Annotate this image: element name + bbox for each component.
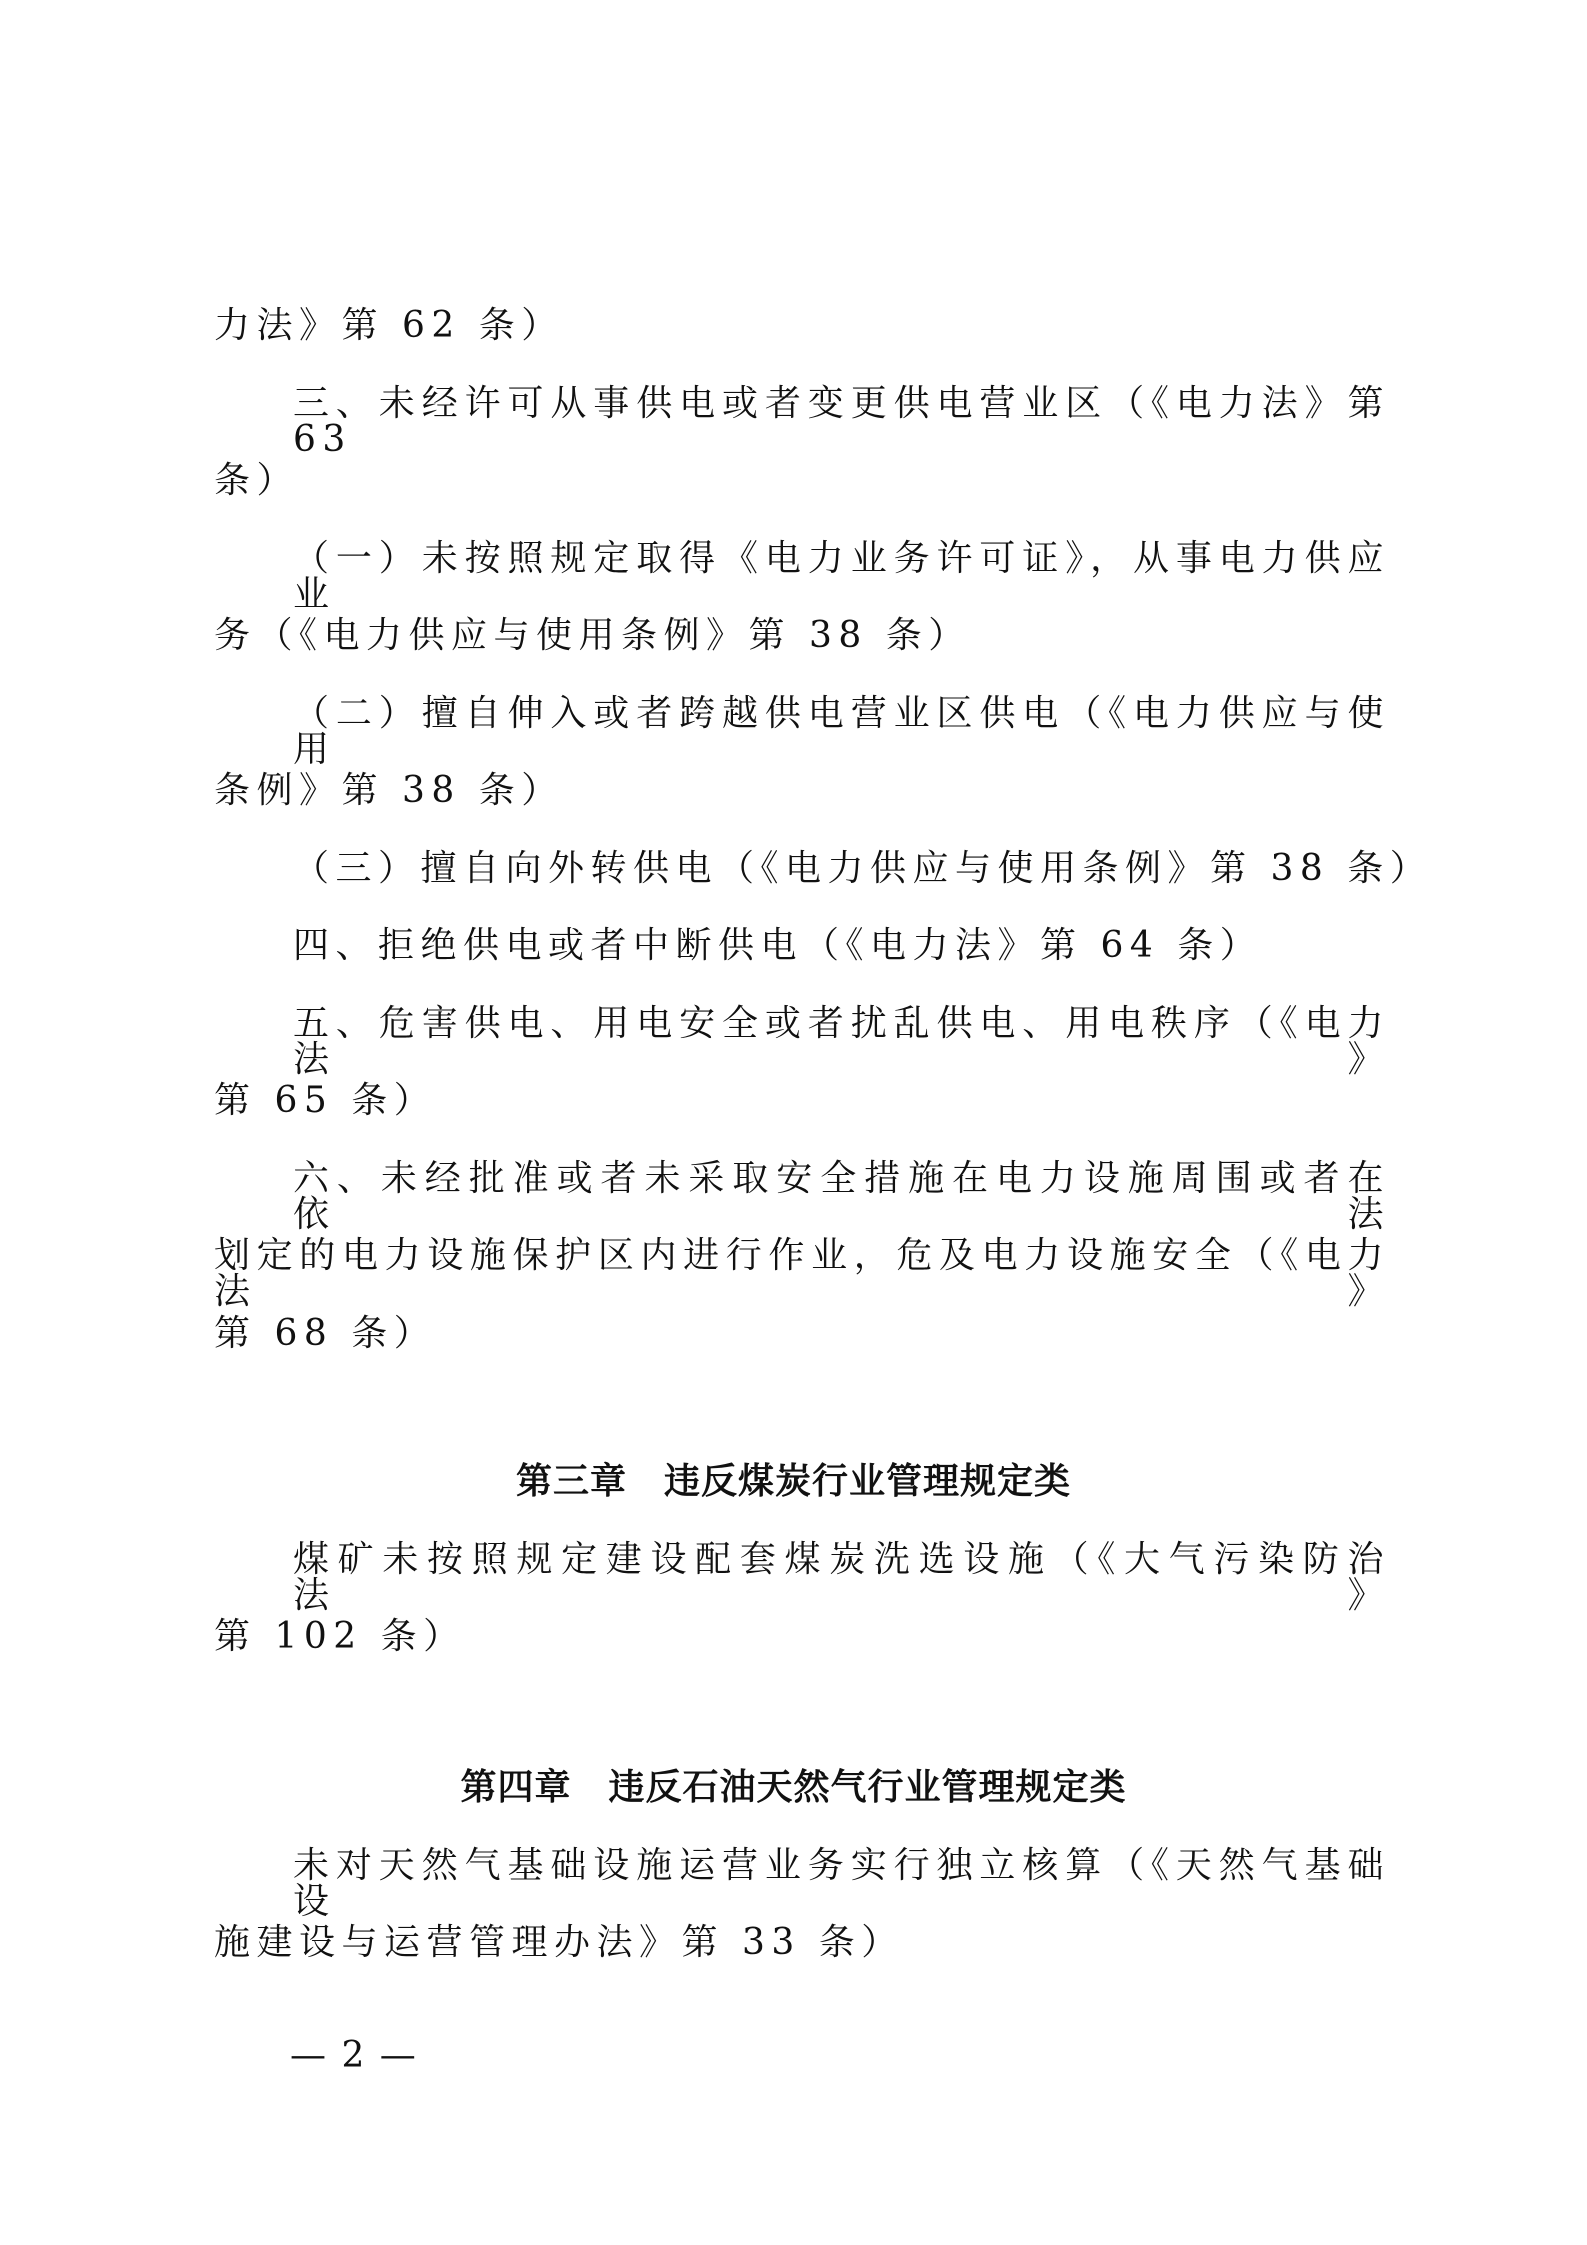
page-number: — 2 — [290, 2035, 418, 2076]
body-line: 力法》第 62 条） [214, 305, 564, 346]
body-line: 务（《电力供应与使用条例》第 38 条） [214, 615, 971, 656]
body-line: 划定的电力设施保护区内进行作业，危及电力设施安全（《电力法》 [214, 1235, 1390, 1312]
chapter-heading: 第三章 违反煤炭行业管理规定类 [515, 1461, 1071, 1502]
body-line: 第 102 条） [214, 1616, 466, 1657]
body-line: 条） [214, 460, 300, 501]
body-line: 未对天然气基础设施运营业务实行独立核算（《天然气基础设 [293, 1845, 1390, 1922]
body-line: 第 65 条） [214, 1080, 437, 1121]
body-line: 六、未经批准或者未采取安全措施在电力设施周围或者在依法 [293, 1158, 1390, 1235]
body-line: 五、危害供电、用电安全或者扰乱供电、用电秩序（《电力法》 [293, 1003, 1390, 1080]
body-line: 四、拒绝供电或者中断供电（《电力法》第 64 条） [293, 925, 1263, 966]
body-line: （二）擅自伸入或者跨越供电营业区供电（《电力供应与使用 [293, 693, 1390, 770]
chapter-heading: 第四章 违反石油天然气行业管理规定类 [460, 1767, 1127, 1808]
body-line: （三）擅自向外转供电（《电力供应与使用条例》第 38 条） [293, 848, 1433, 889]
body-line: 三、未经许可从事供电或者变更供电营业区（《电力法》第 63 [293, 383, 1390, 460]
body-line: 煤矿未按照规定建设配套煤炭洗选设施（《大气污染防治法》 [293, 1539, 1390, 1616]
body-line: 第 68 条） [214, 1313, 437, 1354]
body-line: （一）未按照规定取得《电力业务许可证》，从事电力供应业 [293, 538, 1390, 615]
body-line: 条例》第 38 条） [214, 770, 564, 811]
body-line: 施建设与运营管理办法》第 33 条） [214, 1922, 904, 1963]
